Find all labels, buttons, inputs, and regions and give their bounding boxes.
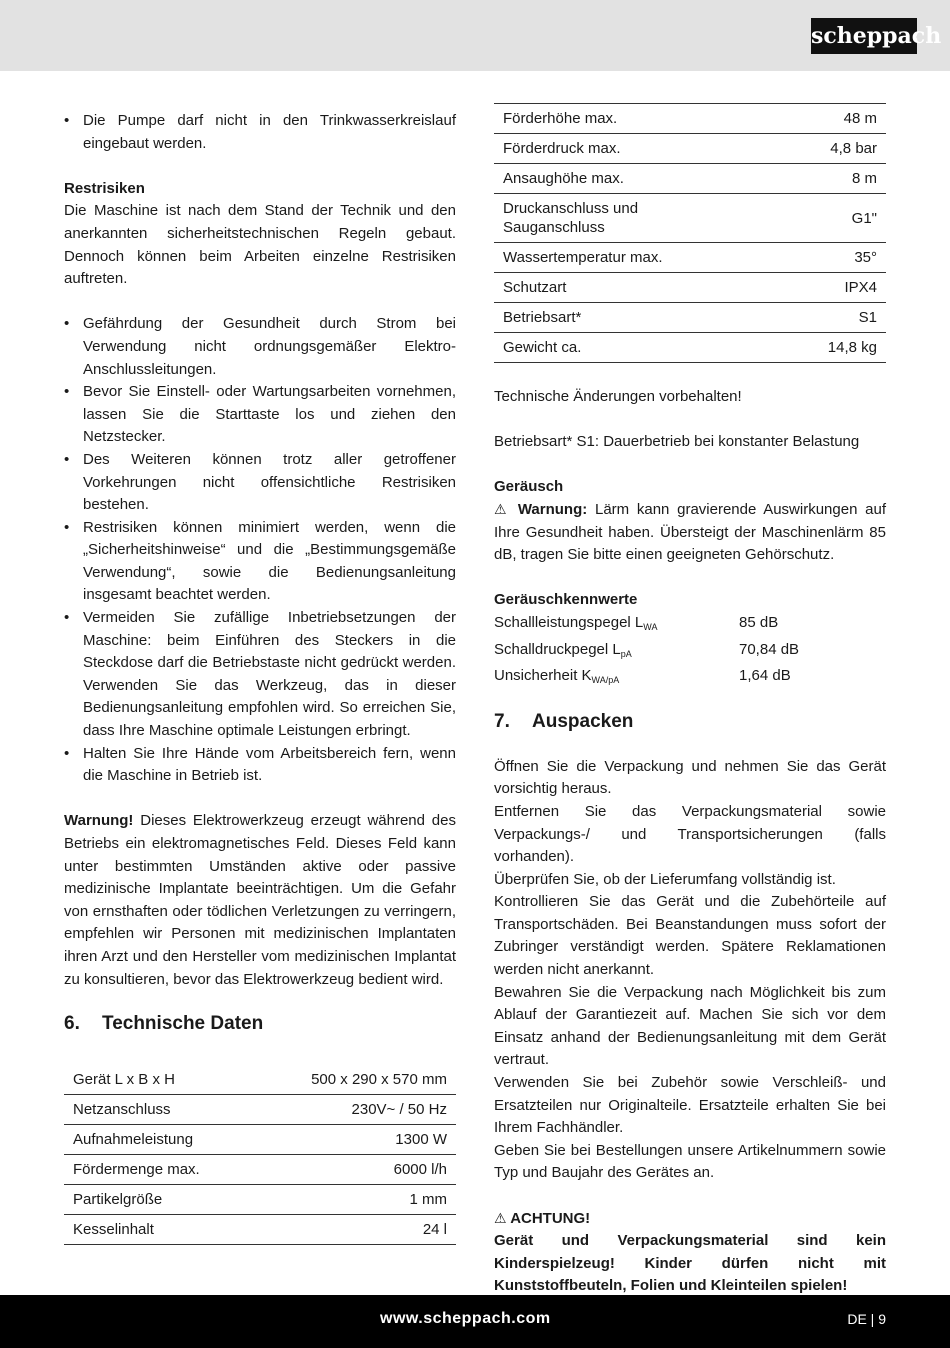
table-row bbox=[64, 1155, 456, 1185]
spec-label: Kesselinhalt bbox=[64, 1215, 254, 1245]
header-band bbox=[0, 0, 950, 71]
noise-label-cell bbox=[494, 612, 739, 639]
spec-table-left bbox=[64, 1065, 456, 1245]
noise-label: Unsicherheit K bbox=[494, 667, 592, 685]
section-6-title: Technische Daten bbox=[102, 1013, 264, 1035]
table-row bbox=[494, 134, 886, 164]
spec-label: Wassertemperatur max. bbox=[494, 243, 682, 273]
noise-values-heading: Geräuschkennwerte bbox=[494, 591, 638, 609]
warning-triangle-icon: ⚠ bbox=[494, 501, 511, 518]
spec-value: 14,8 kg bbox=[682, 333, 886, 363]
spec-value: G1" bbox=[682, 194, 886, 243]
noise-label-sub: WA bbox=[643, 621, 658, 632]
spec-label: Fördermenge max. bbox=[64, 1155, 254, 1185]
left-column bbox=[64, 110, 456, 1245]
list-item: • Restrisiken können minimiert werden, wenn die „Sicherheitshinweise“ und die „Bestimmungsgemäße Verwendung“, sowie die Bedienungsanleitung insgesamt beachtet werden. bbox=[64, 517, 456, 607]
restrisiken-bullet-list bbox=[64, 313, 456, 787]
noise-label-cell bbox=[494, 639, 739, 666]
spec-value: 230V~ / 50 Hz bbox=[254, 1095, 456, 1125]
restrisiken-text: Die Maschine ist nach dem Stand der Technik und den anerkannten sicherheitstechnischen Regeln gebaut. Dennoch können beim Arbeiten einzelne Restrisiken auftreten. bbox=[64, 202, 456, 288]
table-row bbox=[494, 303, 886, 333]
noise-value: 1,64 dB bbox=[739, 667, 791, 685]
table-row bbox=[494, 639, 799, 666]
noise-label: Schallleistungspegel L bbox=[494, 613, 644, 631]
spec-value: S1 bbox=[682, 303, 886, 333]
noise-label: Schalldruckpegel L bbox=[494, 640, 621, 658]
section-7-heading bbox=[494, 710, 886, 734]
spec-label: Förderhöhe max. bbox=[494, 104, 682, 134]
spec-value: 1300 W bbox=[254, 1125, 456, 1155]
restrisiken-heading: Restrisiken bbox=[64, 179, 145, 197]
spec-value: 1 mm bbox=[254, 1185, 456, 1215]
spec-value: 35° bbox=[682, 243, 886, 273]
spec-label: Betriebsart* bbox=[494, 303, 682, 333]
footer-url: www.scheppach.com bbox=[380, 1310, 551, 1327]
spec-label: Gerät L x B x H bbox=[64, 1065, 254, 1095]
emf-warning-text: Dieses Elektrowerkzeug erzeugt während des Betriebs ein elektromagnetisches Feld. Dieses Feld kann unter bestimmten Umständen aktive oder passive medizinische Implantate beeinträchtigen. Um die Gefahr von ernsthaften oder tödlichen Verletzungen zu verringern, empfehlen wir Personen mit medizinischen Implantaten ihren Arzt und den Hersteller vom medizinischen Implantat zu konsultieren, bevor das Elektrowerkzeug bedient wird. bbox=[64, 812, 456, 988]
spec-label: Ansaughöhe max. bbox=[494, 164, 682, 194]
section-6-heading bbox=[64, 1012, 456, 1036]
noise-value: 70,84 dB bbox=[739, 640, 800, 658]
noise-heading: Geräusch bbox=[494, 478, 564, 496]
table-row bbox=[64, 1095, 456, 1125]
section-7-title: Auspacken bbox=[532, 710, 634, 732]
unpacking-text: Öffnen Sie die Verpackung und nehmen Sie das Gerät vorsichtig heraus. Entfernen Sie das Verpackungsmaterial sowie Verpackungs-/ und Transportsicherungen (falls vorhanden). Überprüfen Sie, ob der Lieferumfang vollständig ist. Kontrollieren Sie das Gerät und die Zubehörteile auf Transportschäden. Bei Beanstandungen muss sofort der Zubringer verständigt werden. Spätere Reklamationen werden nicht anerkannt. Bewahren Sie die Verpackung nach Möglichkeit bis zum Ablauf der Garantiezeit auf. Machen Sie sich vor dem Einsatz anhand der Bedienungsanleitung mit dem Gerät vertraut. Verwenden Sie bei Zubehör sowie Verschleiß- und Ersatzteilen nur Originalteile. Ersatzteile erhalten Sie bei Ihrem Fachhändler. Geben Sie bei Bestellungen unsere Artikelnummern sowie Typ und Baujahr des Gerätes an. bbox=[494, 757, 886, 1182]
spec-label: Schutzart bbox=[494, 273, 682, 303]
section-6-number: 6. bbox=[64, 1013, 80, 1035]
noise-label-cell bbox=[494, 665, 739, 692]
table-row bbox=[494, 164, 886, 194]
changes-note: Technische Änderungen vorbehalten! bbox=[494, 388, 742, 405]
emf-warning-label: Warnung! bbox=[64, 812, 134, 830]
attention-text: Gerät und Verpackungsmaterial sind kein Kinderspielzeug! Kinder dürfen nicht mit Kunststoffbeuteln, Folien und Kleinteilen spielen! bbox=[494, 1232, 886, 1295]
right-column bbox=[494, 103, 886, 1298]
table-row bbox=[494, 104, 886, 134]
noise-label-sub: WA/pA bbox=[591, 675, 620, 686]
top-bullet-list bbox=[64, 110, 456, 155]
brand-logo: scheppach bbox=[811, 18, 917, 54]
table-row bbox=[494, 273, 886, 303]
spec-value: IPX4 bbox=[682, 273, 886, 303]
spec-value: 500 x 290 x 570 mm bbox=[254, 1065, 456, 1095]
spec-table-right bbox=[494, 103, 886, 363]
table-row bbox=[494, 194, 886, 243]
operating-mode-note: Betriebsart* S1: Dauerbetrieb bei konstanter Belastung bbox=[494, 433, 860, 451]
footer-bar bbox=[0, 1295, 950, 1348]
attention-heading bbox=[494, 1208, 886, 1231]
spec-label: Förderdruck max. bbox=[494, 134, 682, 164]
spec-value: 8 m bbox=[682, 164, 886, 194]
page-number: DE | 9 bbox=[847, 1311, 886, 1327]
table-row bbox=[494, 243, 886, 273]
noise-value: 85 dB bbox=[739, 613, 779, 631]
spec-label: Druckanschluss und Sauganschluss bbox=[494, 194, 682, 243]
list-item: • Die Pumpe darf nicht in den Trinkwasserkreislauf eingebaut werden. bbox=[64, 110, 456, 155]
table-row bbox=[494, 612, 799, 639]
table-row bbox=[494, 665, 799, 692]
table-row bbox=[64, 1065, 456, 1095]
spec-value: 6000 l/h bbox=[254, 1155, 456, 1185]
spec-value: 4,8 bar bbox=[682, 134, 886, 164]
spec-label: Aufnahmeleistung bbox=[64, 1125, 254, 1155]
section-7-number: 7. bbox=[494, 710, 510, 732]
attention-label: ACHTUNG! bbox=[510, 1209, 591, 1227]
list-item: • Vermeiden Sie zufällige Inbetriebsetzungen der Maschine: beim Einführen des Steckers in die Steckdose darf die Betriebstaste nicht gedrückt werden. Verwenden Sie das Werkzeug, das in dieser Bedienungsanleitung empfohlen wird. So erreichen Sie, dass Ihre Maschine optimale Leistungen erbringt. bbox=[64, 607, 456, 743]
noise-warning-text: Lärm kann gravierende Auswirkungen auf Ihre Gesundheit haben. Übersteigt der Maschinenlärm 85 dB, tragen Sie bitte einen geeigneten Gehörschutz. bbox=[494, 500, 886, 564]
list-item: • Gefährdung der Gesundheit durch Strom bei Verwendung nicht ordnungsgemäßer Elektro-Anschlussleitungen. bbox=[64, 313, 456, 381]
noise-warning-label: Warnung: bbox=[517, 500, 588, 518]
list-item: • Bevor Sie Einstell- oder Wartungsarbeiten vornehmen, lassen Sie die Starttaste los und ziehen den Netzstecker. bbox=[64, 381, 456, 449]
noise-warning-paragraph bbox=[494, 499, 886, 567]
emf-warning-paragraph bbox=[64, 810, 456, 991]
table-row bbox=[64, 1125, 456, 1155]
table-row bbox=[494, 333, 886, 363]
spec-label: Gewicht ca. bbox=[494, 333, 682, 363]
list-item: • Des Weiteren können trotz aller getroffener Vorkehrungen nicht offensichtliche Restrisiken bestehen. bbox=[64, 449, 456, 517]
table-row bbox=[64, 1185, 456, 1215]
spec-value: 48 m bbox=[682, 104, 886, 134]
noise-label-sub: pA bbox=[620, 648, 632, 659]
spec-label: Netzanschluss bbox=[64, 1095, 254, 1125]
spec-value: 24 l bbox=[254, 1215, 456, 1245]
table-row bbox=[64, 1215, 456, 1245]
warning-triangle-icon: ⚠ bbox=[494, 1210, 507, 1227]
noise-values-table bbox=[494, 612, 799, 692]
spec-label: Partikelgröße bbox=[64, 1185, 254, 1215]
list-item: • Halten Sie Ihre Hände vom Arbeitsbereich fern, wenn die Maschine in Betrieb ist. bbox=[64, 743, 456, 788]
